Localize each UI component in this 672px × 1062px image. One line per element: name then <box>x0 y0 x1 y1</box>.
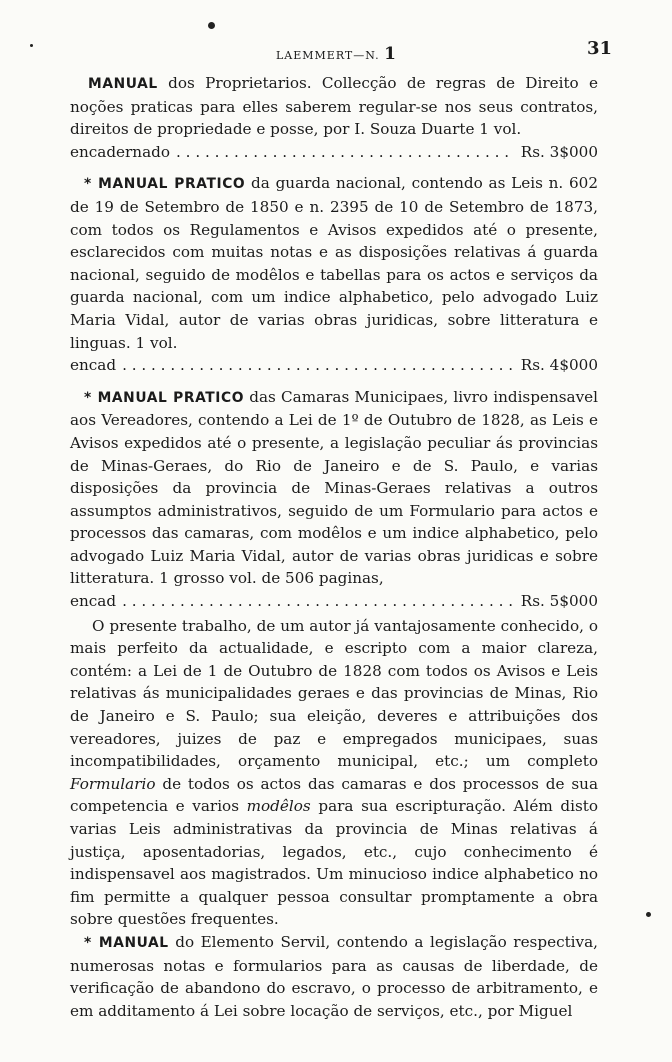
price-label: encadernado <box>70 142 171 161</box>
description-text-3: para sua escripturação. Além disto varias Leis administrativas da provincia de Minas relativas á justiça, aposentadorias, legados, etc., cujo conhecimento é indispensavel aos magistrados. Um minucioso indice alphabetico no fim permitte a qualquer pessoa consultar promptamente a obra sobre questões frequentes. <box>70 797 599 929</box>
price-label: encad <box>70 356 117 375</box>
entry-description: das Camaras Municipaes, livro indispensavel aos Vereadores, contendo a Lei de 1º de Outubro de 1828, as Leis e Avisos expedidos até o presente, a legislação peculiar ás provincias de Minas-Geraes, do Rio de Janeiro e de S. Paulo, e varias disposições da provincia de Minas-Geraes relativas a outros assumptos administrativos, seguido de um Formulario para actos e processos das camaras, com modêlos e um indice alphabetico, pelo advogado Luiz Maria Vidal, autor de varias obras juridicas e sobre litteratura. 1 grosso vol. de 506 paginas, <box>70 387 598 588</box>
ink-speck-left <box>30 44 33 47</box>
description-paragraph <box>70 615 598 931</box>
dot-leader <box>122 590 515 613</box>
description-text-1: O presente trabalho, de um autor já vantajosamente conhecido, o mais perfeito da actualidade, e escripto com a maior clareza, contém: a Lei de 1 de Outubro de 1828 com todos os Avisos e Leis relativas ás municipalidades geraes e das provincias de Minas, Rio de Janeiro e S. Paulo; sua eleição, deveres e attribuições dos vereadores, juizes de paz e empregados municipaes, suas incompatibilidades, orçamento municipal, etc.; um completo <box>70 616 598 771</box>
price-label: encad <box>70 592 117 611</box>
catalog-entry <box>70 386 598 613</box>
entry-description: do Elemento Servil, contendo a legislação respectiva, numerosas notas e formularios para as causas de liberdade, de verificação de abandono do escravo, o processo de arbitramento, e em additamento á Lei sobre locação de serviços, etc., por Miguel <box>70 932 598 1020</box>
entry-description: dos Proprietarios. Collecção de regras de Direito e noções praticas para elles saberem regular-se nos seus contratos, direitos de propriedade e posse, por I. Souza Duarte 1 vol. <box>70 74 598 139</box>
entry-lead-title: * MANUAL <box>84 934 169 951</box>
entry-lead-title: MANUAL <box>88 76 158 92</box>
catalog-entry-last <box>70 931 598 1022</box>
entry-text <box>70 72 598 141</box>
entry-lead-title: * MANUAL PRATICO <box>84 176 246 193</box>
running-header <box>74 38 612 64</box>
dot-leader <box>176 141 515 164</box>
price-amount: Rs. 3$000 <box>520 142 598 161</box>
running-title-text: LAEMMERT—N. <box>275 49 380 62</box>
price-amount: Rs. 4$000 <box>520 356 598 375</box>
page-body <box>70 72 598 1022</box>
running-title <box>74 44 598 64</box>
page-number: 31 <box>586 38 612 59</box>
price-amount: Rs. 5$000 <box>520 592 598 611</box>
entry-text <box>70 386 598 590</box>
price-line <box>70 141 598 164</box>
entry-lead-title: * MANUAL PRATICO <box>84 389 245 406</box>
price-line <box>70 354 598 377</box>
entry-description: da guarda nacional, contendo as Leis n. 602 de 19 de Setembro de 1850 e n. 2395 de 10 de Setembro de 1873, com todos os Regulamentos e Avisos expedidos até o presente, esclarecidos com muitas notas e as disposições relativas á guarda nacional, seguido de modêlos e tabellas para os actos e serviços da guarda nacional, com um indice alphabetico, pelo advogado Luiz Maria Vidal, autor de varias obras juridicas, sobre litteratura e linguas. 1 vol. <box>70 174 598 352</box>
dot-leader <box>122 354 515 377</box>
description-italic-modelos: modêlos <box>246 797 311 816</box>
description-italic-formulario: Formulario <box>70 774 156 793</box>
catalog-entry <box>70 72 598 163</box>
ink-speck-top <box>208 22 215 29</box>
description-text-2: de todos os actos das camaras e dos processos de sua competencia e varios <box>70 774 599 816</box>
catalog-entry <box>70 172 598 376</box>
running-title-number: 1 <box>384 44 397 64</box>
price-line <box>70 590 598 613</box>
ink-speck-right <box>646 912 651 917</box>
entry-text <box>70 172 598 354</box>
